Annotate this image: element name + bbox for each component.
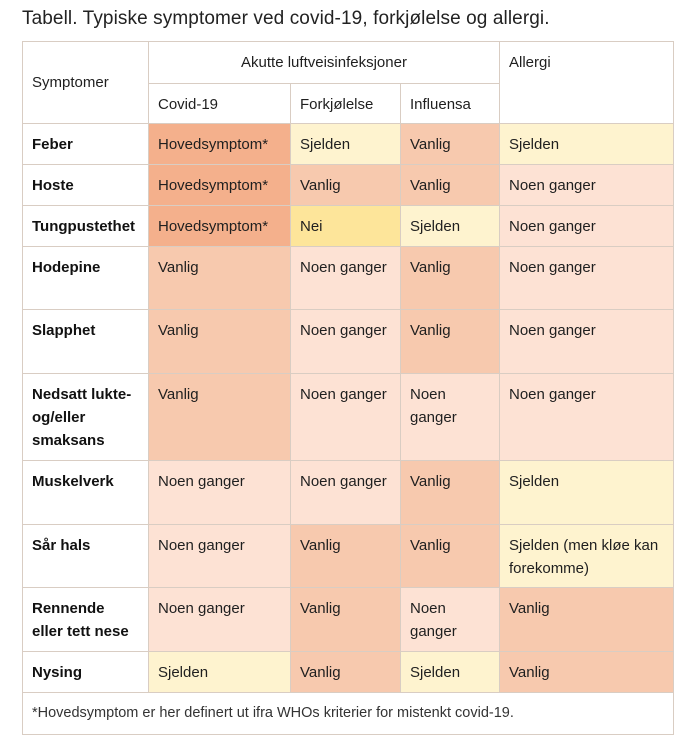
symptom-label: Nysing <box>23 652 149 693</box>
flu-cell: Noen ganger <box>401 588 500 652</box>
table-row <box>23 310 674 374</box>
cold-cell: Vanlig <box>291 588 401 652</box>
header-cold: Forkjølelse <box>291 84 401 124</box>
flu-cell: Sjelden <box>401 206 500 247</box>
allergy-cell: Vanlig <box>500 652 674 693</box>
allergy-cell: Noen ganger <box>500 310 674 374</box>
table-row <box>23 247 674 310</box>
cold-cell: Noen ganger <box>291 310 401 374</box>
allergy-cell: Noen ganger <box>500 165 674 206</box>
symptoms-table <box>22 41 674 735</box>
table-row <box>23 165 674 206</box>
cold-cell: Noen ganger <box>291 374 401 461</box>
header-covid: Covid-19 <box>149 84 291 124</box>
allergy-cell: Vanlig <box>500 588 674 652</box>
footnote: *Hovedsymptom er her definert ut ifra WHOs kriterier for mistenkt covid-19. <box>23 693 674 735</box>
footnote-row <box>23 693 674 735</box>
cold-cell: Nei <box>291 206 401 247</box>
allergy-cell: Sjelden (men kløe kan forekomme) <box>500 525 674 588</box>
symptom-label: Rennende eller tett nese <box>23 588 149 652</box>
table-row <box>23 124 674 165</box>
covid-cell: Noen ganger <box>149 525 291 588</box>
header-acute-infections: Akutte luftveisinfeksjoner <box>149 42 500 84</box>
header-allergy: Allergi <box>500 42 674 124</box>
flu-cell: Vanlig <box>401 461 500 525</box>
covid-cell: Sjelden <box>149 652 291 693</box>
table-row <box>23 652 674 693</box>
allergy-cell: Noen ganger <box>500 374 674 461</box>
covid-cell: Vanlig <box>149 247 291 310</box>
header-flu: Influensa <box>401 84 500 124</box>
cold-cell: Sjelden <box>291 124 401 165</box>
symptom-label: Hodepine <box>23 247 149 310</box>
table-title: Tabell. Typiske symptomer ved covid-19, forkjølelse og allergi. <box>22 8 550 29</box>
symptom-label: Muskelverk <box>23 461 149 525</box>
flu-cell: Sjelden <box>401 652 500 693</box>
flu-cell: Vanlig <box>401 525 500 588</box>
table-row <box>23 525 674 588</box>
covid-cell: Noen ganger <box>149 588 291 652</box>
allergy-cell: Sjelden <box>500 124 674 165</box>
symptom-label: Nedsatt lukte- og/eller smaksans <box>23 374 149 461</box>
table-row <box>23 206 674 247</box>
symptom-label: Slapphet <box>23 310 149 374</box>
flu-cell: Noen ganger <box>401 374 500 461</box>
flu-cell: Vanlig <box>401 310 500 374</box>
symptom-label: Feber <box>23 124 149 165</box>
covid-cell: Hovedsymptom* <box>149 124 291 165</box>
covid-cell: Vanlig <box>149 310 291 374</box>
allergy-cell: Noen ganger <box>500 206 674 247</box>
symptom-label: Tungpustethet <box>23 206 149 247</box>
allergy-cell: Noen ganger <box>500 247 674 310</box>
flu-cell: Vanlig <box>401 165 500 206</box>
symptom-label: Sår hals <box>23 525 149 588</box>
flu-cell: Vanlig <box>401 124 500 165</box>
table-row <box>23 374 674 461</box>
table-row <box>23 461 674 525</box>
covid-cell: Hovedsymptom* <box>149 206 291 247</box>
cold-cell: Noen ganger <box>291 461 401 525</box>
cold-cell: Vanlig <box>291 525 401 588</box>
covid-cell: Hovedsymptom* <box>149 165 291 206</box>
header-symptoms: Symptomer <box>23 42 149 124</box>
cold-cell: Vanlig <box>291 652 401 693</box>
header-row-top <box>23 42 674 84</box>
symptom-label: Hoste <box>23 165 149 206</box>
allergy-cell: Sjelden <box>500 461 674 525</box>
cold-cell: Vanlig <box>291 165 401 206</box>
cold-cell: Noen ganger <box>291 247 401 310</box>
flu-cell: Vanlig <box>401 247 500 310</box>
table-row <box>23 588 674 652</box>
covid-cell: Vanlig <box>149 374 291 461</box>
covid-cell: Noen ganger <box>149 461 291 525</box>
